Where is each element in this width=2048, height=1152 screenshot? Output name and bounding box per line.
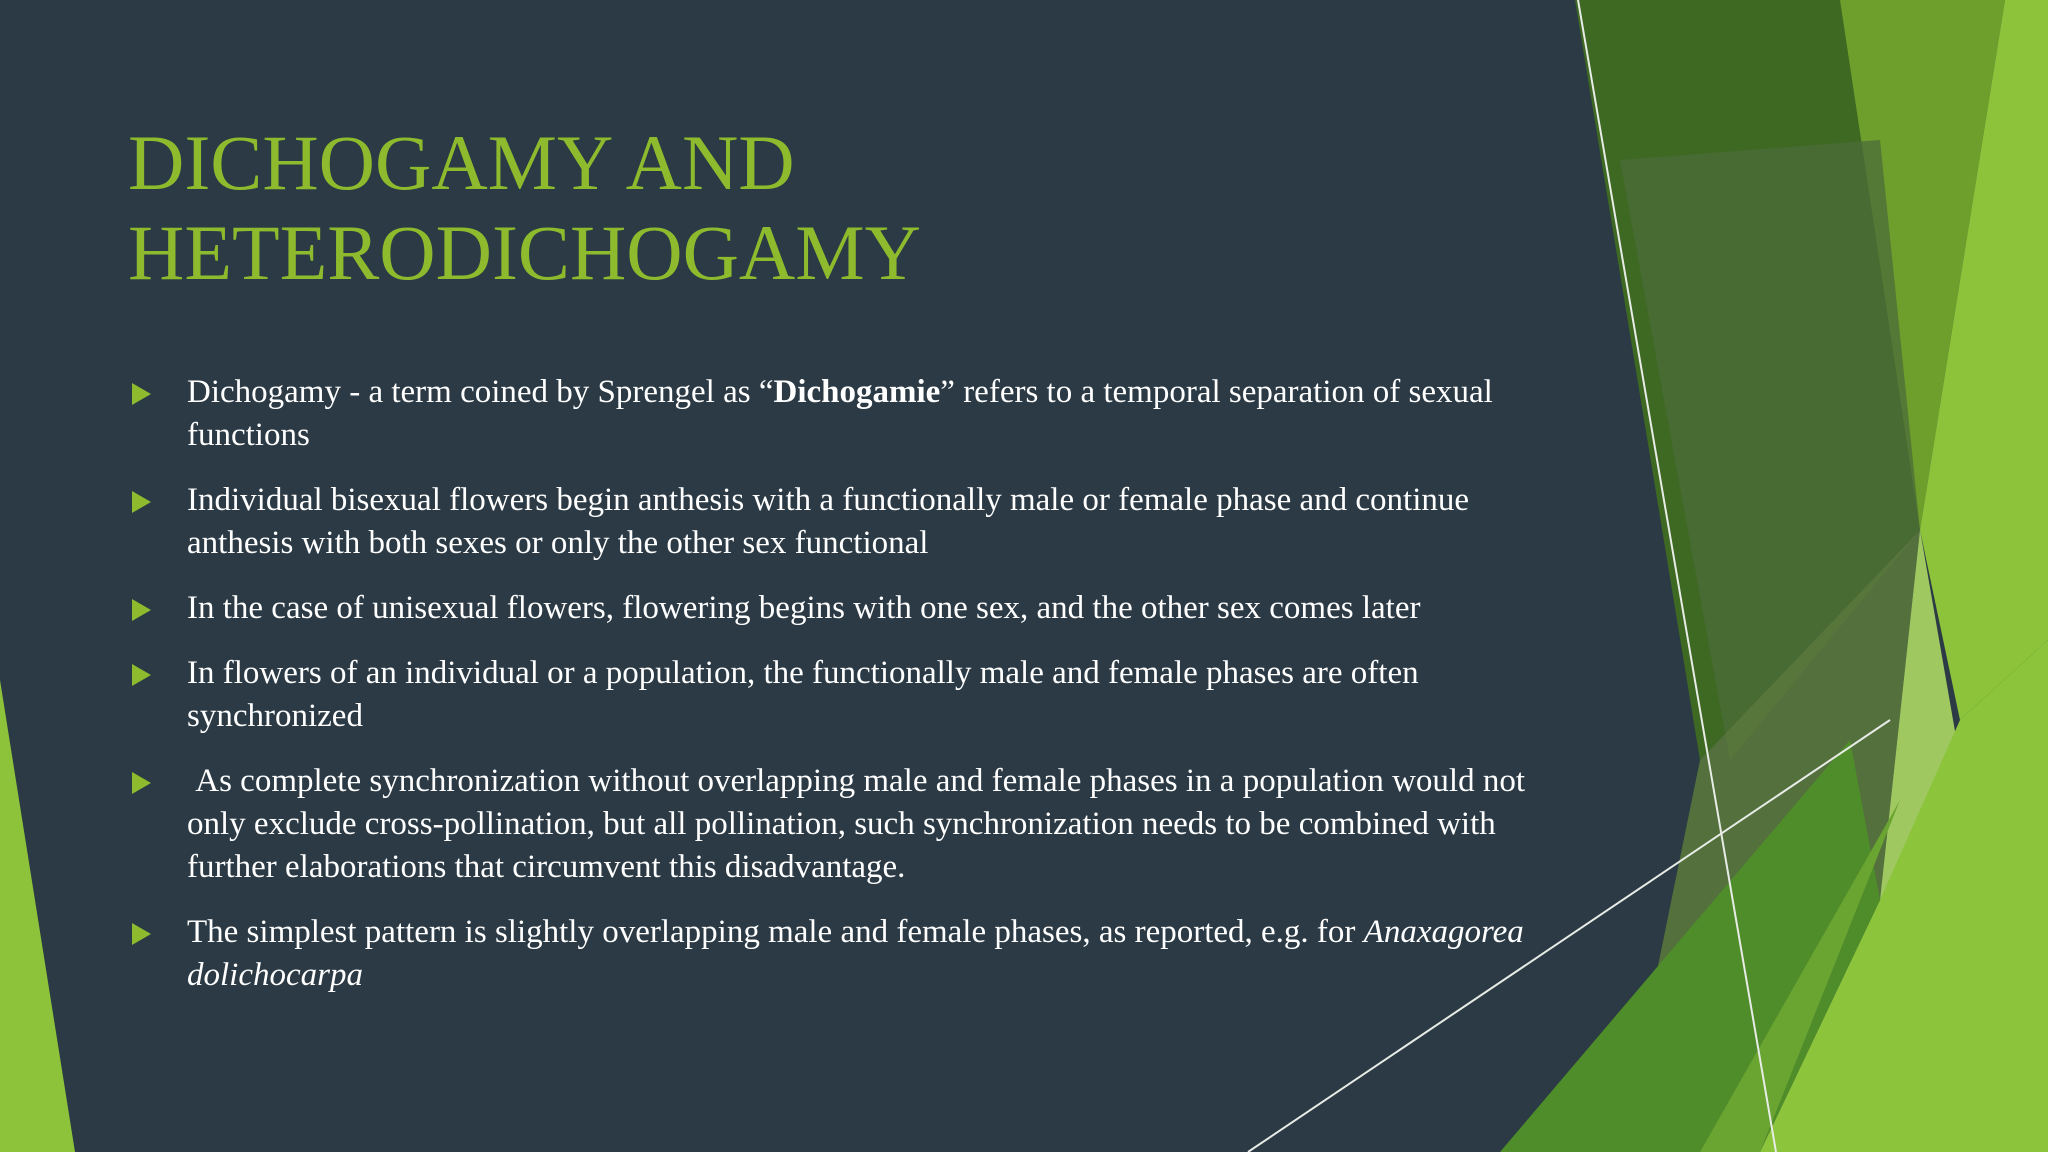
bullet-text-part: ” refers to a temporal separation of sexual functions — [187, 374, 1493, 453]
bullet-item-unisexual-flowers — [130, 587, 1560, 630]
bullet-text: In the case of unisexual flowers, flowering begins with one sex, and the other sex comes later — [187, 590, 1421, 626]
triangle-right-icon — [132, 664, 151, 686]
slide-title-line-2: HETERODICHOGAMY — [128, 209, 921, 296]
bullet-list — [130, 371, 1560, 1019]
triangle-right-icon — [132, 923, 151, 945]
triangle-right-icon — [132, 491, 151, 513]
bullet-item-bisexual-flowers — [130, 479, 1560, 565]
bullet-text-part: The simplest pattern is slightly overlapping male and female phases, as reported, e.g. for — [187, 914, 1356, 950]
bullet-item-synchronized-phases — [130, 652, 1560, 738]
slide-title — [128, 118, 1528, 298]
bullet-item-complete-synchronization — [130, 760, 1560, 889]
bullet-item-simplest-pattern — [130, 911, 1560, 997]
bullet-text-species-name: Anaxagorea dolichocarpa — [187, 914, 1524, 993]
bullet-item-dichogamy-definition — [130, 371, 1560, 457]
triangle-right-icon — [132, 599, 151, 621]
bullet-text: As complete synchronization without overlapping male and female phases in a population would not only exclude cross-pollination, but all pollination, such synchronization needs to be combined with further elaborations that circumvent this disadvantage. — [187, 763, 1526, 885]
slide-title-line-1: DICHOGAMY AND — [128, 119, 795, 206]
bullet-text: In flowers of an individual or a population, the functionally male and female phases are often synchronized — [187, 655, 1419, 734]
bullet-text-bold-term: Dichogamie — [773, 374, 941, 410]
bullet-text — [187, 914, 1524, 993]
triangle-right-icon — [132, 383, 151, 405]
bullet-text — [187, 374, 1493, 453]
bullet-text: Individual bisexual flowers begin anthesis with a functionally male or female phase and continue anthesis with both sexes or only the other sex functional — [187, 482, 1470, 561]
bullet-text-part: Dichogamy - a term coined by Sprengel as “ — [187, 374, 774, 410]
deco-shape-left-sliver — [0, 680, 75, 1152]
triangle-right-icon — [132, 772, 151, 794]
